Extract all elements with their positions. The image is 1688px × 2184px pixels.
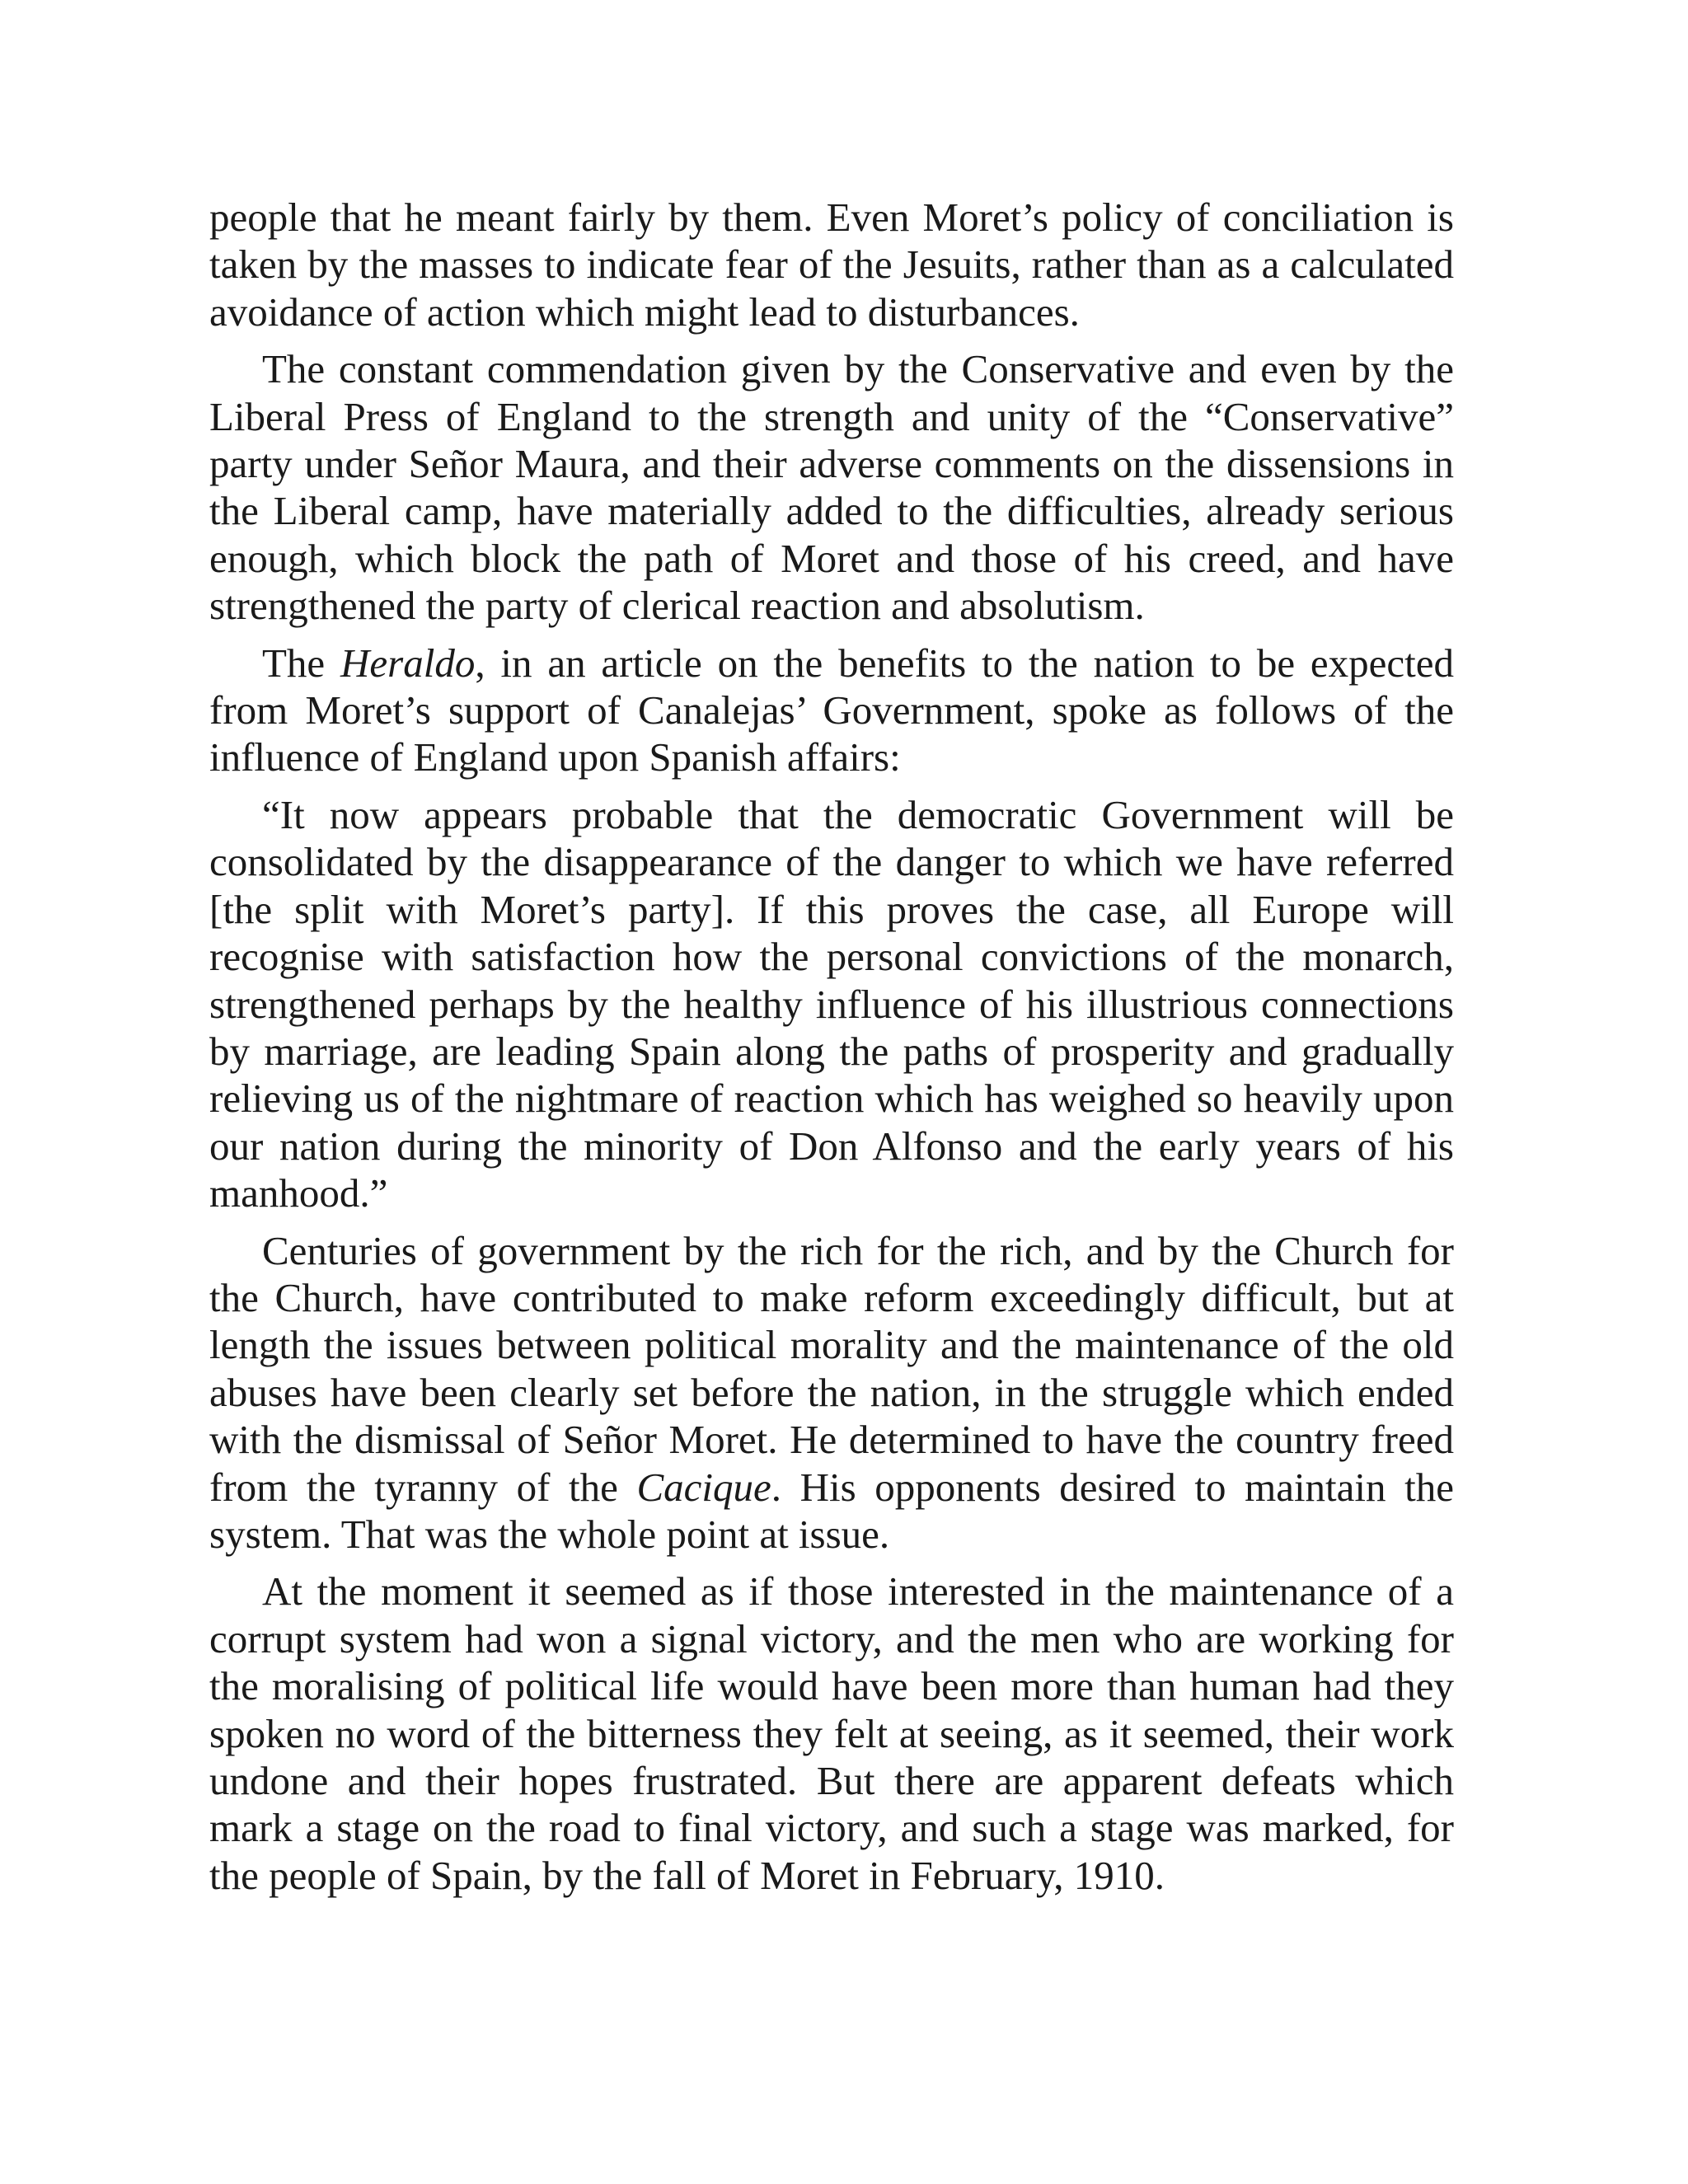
text-run: Centuries of government by the rich for the rich, and by the Church for the Church, have contributed to make reform exceedingly difficult, but at length the issues between political morality and the maintenance of the old abuses have been clearly set before the nation, in the struggle which ended with the dismissal of Señor Moret. He determined to have the country freed from the tyranny of the bbox=[209, 1227, 1454, 1510]
paragraph-p1 bbox=[209, 194, 1454, 335]
paragraph-p4 bbox=[209, 791, 1454, 1217]
text-run: . His opponents desired to maintain the system. That was the whole point at issue. bbox=[209, 1464, 1454, 1557]
text-run: At the moment it seemed as if those interested in the maintenance of a corrupt system had won a signal victory, and the men who are working for the moralising of political life would have been more than human had they spoken no word of the bitterness they felt at seeing, as it seemed, their work undone and their hopes frustrated. But there are apparent defeats which mark a stage on the road to final victory, and such a stage was marked, for the people of Spain, by the fall of Moret in February, 1910. bbox=[209, 1568, 1454, 1898]
page-text-body bbox=[209, 194, 1454, 1899]
paragraph-p3 bbox=[209, 640, 1454, 781]
paragraph-p6 bbox=[209, 1568, 1454, 1899]
italic-term: Heraldo bbox=[340, 640, 476, 686]
text-run: , in an article on the benefits to the nation to be expected from Moret’s support of Canalejas’ Government, spoke as follows of the influence of England upon Spanish affairs: bbox=[209, 640, 1454, 780]
text-run: The constant commendation given by the Conservative and even by the Liberal Press of England to the strength and unity of the “Conservative” party under Señor Maura, and their adverse comments on the dissensions in the Liberal camp, have materially added to the difficulties, already serious enough, which block the path of Moret and those of his creed, and have strengthened the party of clerical reaction and absolutism. bbox=[209, 346, 1454, 629]
italic-term: Cacique bbox=[636, 1464, 771, 1510]
text-run: The bbox=[262, 640, 340, 686]
text-run: people that he meant fairly by them. Even Moret’s policy of conciliation is taken by the masses to indicate fear of the Jesuits, rather than as a calculated avoidance of action which might lead to disturbances. bbox=[209, 194, 1454, 335]
text-run: “It now appears probable that the democratic Government will be consolidated by the disappearance of the danger to which we have referred [the split with Moret’s party]. If this proves the case, all Europe will recognise with satisfaction how the personal convictions of the monarch, strengthened perhaps by the healthy influence of his illustrious connections by marriage, are leading Spain along the paths of prosperity and gradually relieving us of the nightmare of reaction which has weighed so heavily upon our nation during the minority of Don Alfonso and the early years of his manhood.” bbox=[209, 791, 1454, 1216]
paragraph-p5 bbox=[209, 1227, 1454, 1558]
paragraph-p2 bbox=[209, 345, 1454, 629]
